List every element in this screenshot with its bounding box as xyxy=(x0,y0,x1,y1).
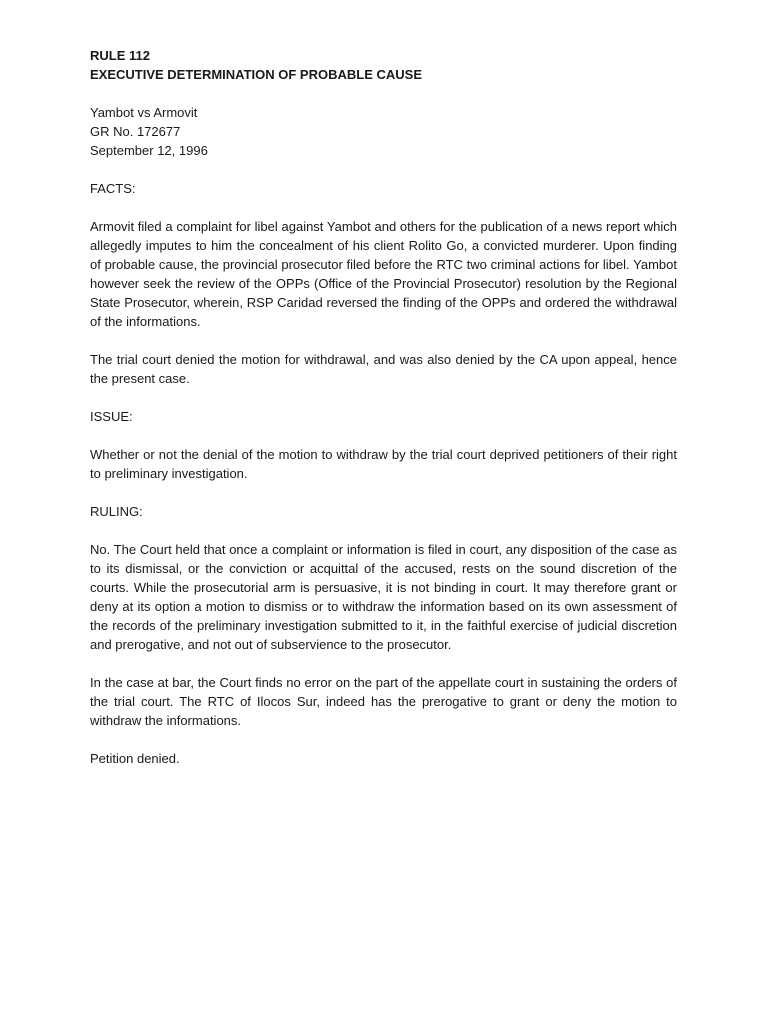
gr-number: GR No. 172677 xyxy=(90,124,181,139)
rule-title: EXECUTIVE DETERMINATION OF PROBABLE CAUSE xyxy=(90,67,423,82)
ruling-paragraph: In the case at bar, the Court finds no error on the part of the appellate court in sustaining the orders of the trial court. The RTC of Ilocos Sur, indeed has the prerogative to grant or deny the motion to withdraw the informations. xyxy=(90,675,677,728)
ruling-section xyxy=(90,502,677,521)
facts-paragraph: Armovit filed a complaint for libel against Yambot and others for the publication of a news report which allegedly imputes to him the concealment of his client Rolito Go, a convicted murderer. Upon finding of probable cause, the provincial prosecutor filed before the RTC two criminal actions for libel. Yambot however seek the review of the OPPs (Office of the Provincial Prosecutor) resolution by the Regional State Prosecutor, wherein, RSP Caridad reversed the finding of the OPPs and ordered the withdrawal of the informations. xyxy=(90,219,677,329)
rule-number: RULE 112 xyxy=(90,48,150,63)
closing-line: Petition denied. xyxy=(90,751,180,766)
facts-paragraph: The trial court denied the motion for withdrawal, and was also denied by the CA upon appeal, hence the present case. xyxy=(90,352,677,386)
ruling-paragraph: No. The Court held that once a complaint or information is filed in court, any disposition of the case as to its dismissal, or the conviction or acquittal of the accused, rests on the sound discretion of the courts. While the prosecutorial arm is persuasive, it is not binding in court. It may therefore grant or deny at its option a motion to dismiss or to withdraw the information based on its own assessment of the records of the preliminary investigation submitted to it, in the faithful exercise of judicial discretion and prerogative, and not out of subservience to the prosecutor. xyxy=(90,542,677,652)
case-date: September 12, 1996 xyxy=(90,143,208,158)
facts-label: FACTS: xyxy=(90,181,136,196)
ruling-label: RULING: xyxy=(90,504,143,519)
facts-section xyxy=(90,179,677,198)
issue-paragraph: Whether or not the denial of the motion to withdraw by the trial court deprived petitioners of their right to preliminary investigation. xyxy=(90,447,677,481)
case-name: Yambot vs Armovit xyxy=(90,105,198,120)
issue-label: ISSUE: xyxy=(90,409,133,424)
case-info xyxy=(90,103,677,160)
document-page xyxy=(90,46,677,768)
issue-section xyxy=(90,407,677,426)
